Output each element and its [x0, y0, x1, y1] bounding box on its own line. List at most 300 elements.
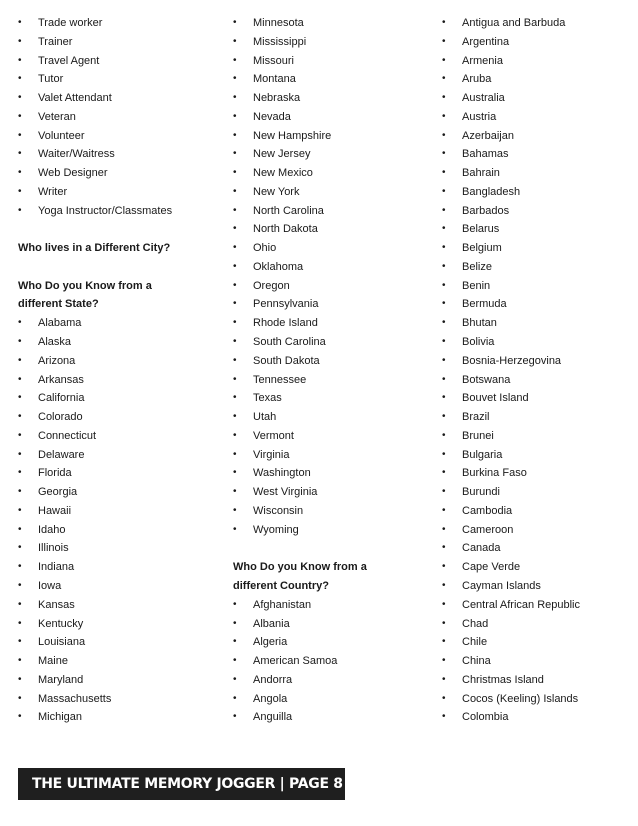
bullet-icon: • [18, 467, 22, 479]
list-item-label: Belgium [462, 242, 502, 255]
list-item [442, 202, 632, 221]
bullet-icon: • [442, 542, 446, 554]
list-item-label: Afghanistan [253, 598, 312, 611]
bullet-icon: • [18, 523, 22, 535]
bullet-icon: • [442, 54, 446, 66]
list-item [442, 633, 632, 652]
list-item [233, 708, 428, 727]
list-item-label: Massachusetts [38, 692, 112, 705]
bullet-icon: • [233, 448, 237, 460]
spacer [233, 539, 428, 558]
list-item-label: Waiter/Waitress [38, 148, 115, 161]
list-item-label: Austria [462, 110, 497, 123]
bullet-icon: • [442, 636, 446, 648]
list-item-label: New York [253, 185, 300, 198]
bullet-icon: • [442, 354, 446, 366]
list-item-label: Chad [462, 617, 489, 630]
list-item-label: Cambodia [462, 504, 513, 517]
list-item-label: Central African Republic [462, 598, 581, 611]
bullet-icon: • [18, 17, 22, 28]
list-item-label: Hawaii [38, 504, 72, 517]
spacer [18, 220, 218, 239]
bullet-icon: • [233, 467, 237, 479]
list-item-label: Travel Agent [38, 54, 100, 67]
bullet-icon: • [18, 711, 22, 723]
list-item-label: Australia [462, 92, 505, 105]
list-item [18, 558, 218, 577]
list-item [442, 596, 632, 615]
list-item [18, 371, 218, 390]
list-item-label: Web Designer [38, 167, 108, 180]
list-item-label: Bahrain [462, 167, 500, 180]
list-item-label: Minnesota [253, 17, 304, 29]
list-item-label: Nebraska [253, 92, 301, 105]
list-item-label: North Carolina [253, 204, 324, 217]
list-item [18, 483, 218, 502]
list-item [442, 464, 632, 483]
bullet-icon: • [442, 110, 446, 122]
list-item [442, 145, 632, 164]
list-item-label: Tennessee [253, 373, 307, 386]
bullet-icon: • [442, 92, 446, 104]
list-item-label: Illinois [38, 542, 69, 555]
list-item [442, 521, 632, 540]
bullet-icon: • [442, 523, 446, 535]
bullet-icon: • [18, 185, 22, 197]
bullet-icon: • [233, 298, 237, 310]
bullet-icon: • [442, 298, 446, 310]
list-item-label: Belize [462, 260, 492, 273]
bullet-icon: • [18, 92, 22, 104]
list-item-label: Chile [462, 636, 488, 649]
page-footer: THE ULTIMATE MEMORY JOGGER | PAGE 8 [18, 768, 345, 800]
list-item-label: Bahamas [462, 148, 509, 161]
list-item-label: Albania [253, 617, 290, 630]
bullet-icon: • [18, 692, 22, 704]
list-item-label: Bulgaria [462, 448, 503, 461]
state-list [233, 14, 428, 539]
list-item-label: Bermuda [462, 298, 507, 311]
bullet-icon: • [233, 673, 237, 685]
list-item [442, 108, 632, 127]
list-item [442, 502, 632, 521]
bullet-icon: • [233, 185, 237, 197]
list-item [442, 220, 632, 239]
bullet-icon: • [442, 167, 446, 179]
list-item [233, 295, 428, 314]
list-item [442, 408, 632, 427]
list-item-label: Arizona [38, 354, 76, 367]
bullet-icon: • [233, 692, 237, 704]
bullet-icon: • [442, 467, 446, 479]
list-item [233, 89, 428, 108]
bullet-icon: • [442, 561, 446, 573]
list-item-label: Wyoming [253, 523, 299, 536]
bullet-icon: • [18, 167, 22, 179]
list-item [18, 145, 218, 164]
list-item [233, 239, 428, 258]
list-item-label: West Virginia [253, 486, 318, 499]
list-item [233, 690, 428, 709]
list-item-label: China [462, 655, 491, 668]
list-item-label: South Carolina [253, 336, 326, 349]
bullet-icon: • [18, 54, 22, 66]
list-item-label: Valet Attendant [38, 92, 112, 105]
list-item [233, 220, 428, 239]
list-item [233, 633, 428, 652]
list-item [233, 427, 428, 446]
list-item [233, 521, 428, 540]
column-2 [233, 14, 428, 727]
list-item-label: Louisiana [38, 636, 86, 649]
bullet-icon: • [233, 336, 237, 348]
list-item [442, 558, 632, 577]
bullet-icon: • [233, 523, 237, 535]
list-item [233, 277, 428, 296]
list-item-label: Indiana [38, 561, 75, 574]
bullet-icon: • [233, 129, 237, 141]
bullet-icon: • [442, 317, 446, 329]
bullet-icon: • [233, 504, 237, 516]
list-item-label: Burkina Faso [462, 467, 527, 480]
list-item-label: Oregon [253, 279, 290, 292]
country-list [442, 14, 632, 727]
list-item [233, 464, 428, 483]
list-item [233, 389, 428, 408]
list-item [233, 352, 428, 371]
bullet-icon: • [442, 617, 446, 629]
bullet-icon: • [18, 429, 22, 441]
list-item-label: Christmas Island [462, 673, 544, 686]
bullet-icon: • [18, 129, 22, 141]
list-item-label: Maryland [38, 673, 84, 686]
list-item-label: Mississippi [253, 35, 307, 48]
list-item [18, 164, 218, 183]
list-item-label: Brunei [462, 429, 494, 442]
bullet-icon: • [233, 279, 237, 291]
list-item [233, 164, 428, 183]
country-list [233, 596, 428, 727]
list-item [233, 108, 428, 127]
bullet-icon: • [442, 148, 446, 160]
list-item-label: Argentina [462, 35, 510, 48]
bullet-icon: • [442, 279, 446, 291]
list-item-label: Michigan [38, 711, 83, 724]
list-item-label: Anguilla [253, 711, 293, 724]
list-item-label: Alabama [38, 317, 82, 330]
bullet-icon: • [442, 204, 446, 216]
list-item [233, 314, 428, 333]
list-item-label: Connecticut [38, 429, 97, 442]
list-item-label: Missouri [253, 54, 294, 67]
bullet-icon: • [442, 223, 446, 235]
bullet-icon: • [233, 317, 237, 329]
list-item-label: Virginia [253, 448, 290, 461]
list-item-label: Veteran [38, 110, 76, 123]
bullet-icon: • [18, 504, 22, 516]
list-item [442, 371, 632, 390]
bullet-icon: • [442, 242, 446, 254]
list-item-label: South Dakota [253, 354, 320, 367]
list-item-label: Trainer [38, 35, 73, 48]
bullet-icon: • [18, 636, 22, 648]
list-item-label: Montana [253, 73, 296, 86]
list-item [442, 446, 632, 465]
list-item-label: Cameroon [462, 523, 514, 536]
bullet-icon: • [18, 542, 22, 554]
list-item [18, 314, 218, 333]
list-item [442, 389, 632, 408]
bullet-icon: • [18, 354, 22, 366]
bullet-icon: • [442, 504, 446, 516]
list-item [18, 108, 218, 127]
bullet-icon: • [233, 204, 237, 216]
bullet-icon: • [442, 486, 446, 498]
list-item-label: Rhode Island [253, 317, 318, 330]
list-item-label: Georgia [38, 486, 78, 499]
list-item [233, 615, 428, 634]
list-item [442, 615, 632, 634]
list-item-label: Colombia [462, 711, 509, 724]
heading-different-state-line2: different State? [18, 298, 99, 311]
list-item [233, 52, 428, 71]
bullet-icon: • [233, 73, 237, 85]
list-item [18, 464, 218, 483]
list-item [18, 427, 218, 446]
bullet-icon: • [233, 17, 237, 28]
list-item [442, 539, 632, 558]
bullet-icon: • [233, 354, 237, 366]
list-item-label: Cocos (Keeling) Islands [462, 692, 579, 705]
list-item-label: Algeria [253, 636, 288, 649]
bullet-icon: • [233, 392, 237, 404]
list-item [18, 690, 218, 709]
list-item [18, 352, 218, 371]
list-item [18, 615, 218, 634]
list-item-label: Bolivia [462, 336, 495, 349]
list-item-label: New Mexico [253, 167, 313, 180]
list-item-label: Canada [462, 542, 501, 555]
list-item [442, 427, 632, 446]
list-item [18, 33, 218, 52]
list-item [233, 502, 428, 521]
list-item [18, 52, 218, 71]
list-item [233, 371, 428, 390]
bullet-icon: • [442, 579, 446, 591]
list-item-label: Iowa [38, 579, 62, 592]
list-item [442, 352, 632, 371]
list-item [233, 652, 428, 671]
list-item [442, 708, 632, 727]
list-item-label: Kentucky [38, 617, 84, 630]
list-item-label: Trade worker [38, 17, 103, 29]
list-item [233, 596, 428, 615]
list-item-label: Tutor [38, 73, 64, 86]
list-item-label: Delaware [38, 448, 85, 461]
list-item [18, 14, 218, 33]
bullet-icon: • [18, 73, 22, 85]
list-item-label: Azerbaijan [462, 129, 514, 142]
bullet-icon: • [18, 448, 22, 460]
bullet-icon: • [442, 598, 446, 610]
bullet-icon: • [233, 655, 237, 667]
bullet-icon: • [18, 392, 22, 404]
bullet-icon: • [233, 242, 237, 254]
bullet-icon: • [18, 317, 22, 329]
list-item-label: Vermont [253, 429, 294, 442]
list-item-label: Arkansas [38, 373, 84, 386]
bullet-icon: • [233, 617, 237, 629]
list-item [18, 89, 218, 108]
list-item [18, 408, 218, 427]
bullet-icon: • [18, 655, 22, 667]
list-item-label: New Hampshire [253, 129, 332, 142]
list-item-label: Pennsylvania [253, 298, 319, 311]
bullet-icon: • [442, 448, 446, 460]
bullet-icon: • [233, 373, 237, 385]
list-item [233, 408, 428, 427]
list-item [442, 577, 632, 596]
list-item-label: Bouvet Island [462, 392, 529, 405]
bullet-icon: • [233, 711, 237, 723]
list-item-label: North Dakota [253, 223, 318, 236]
bullet-icon: • [233, 260, 237, 272]
list-item [442, 483, 632, 502]
list-item [442, 183, 632, 202]
bullet-icon: • [233, 411, 237, 423]
list-item-label: Antigua and Barbuda [462, 17, 566, 29]
list-item [442, 14, 632, 33]
list-item-label: Benin [462, 279, 491, 292]
list-item-label: Oklahoma [253, 260, 304, 273]
list-item [18, 183, 218, 202]
list-item-label: Writer [38, 185, 68, 198]
bullet-icon: • [233, 148, 237, 160]
list-item [442, 652, 632, 671]
list-item-label: California [38, 392, 85, 405]
bullet-icon: • [18, 204, 22, 216]
column-1 [18, 14, 218, 727]
list-item [442, 33, 632, 52]
bullet-icon: • [18, 579, 22, 591]
spacer [18, 258, 218, 277]
list-item-label: Barbados [462, 204, 510, 217]
bullet-icon: • [442, 17, 446, 28]
list-item-label: Colorado [38, 411, 83, 424]
bullet-icon: • [233, 486, 237, 498]
heading-different-country-line1: Who Do you Know from a [233, 561, 367, 574]
list-item [233, 14, 428, 33]
list-item-label: Cape Verde [462, 561, 521, 574]
bullet-icon: • [18, 110, 22, 122]
bullet-icon: • [442, 711, 446, 723]
bullet-icon: • [442, 411, 446, 423]
list-item-label: Volunteer [38, 129, 85, 142]
bullet-icon: • [442, 429, 446, 441]
list-item [442, 295, 632, 314]
list-item-label: New Jersey [253, 148, 311, 161]
list-item-label: Nevada [253, 110, 291, 123]
list-item [233, 33, 428, 52]
bullet-icon: • [18, 673, 22, 685]
list-item-label: Alaska [38, 336, 72, 349]
list-item [18, 70, 218, 89]
list-item [233, 145, 428, 164]
bullet-icon: • [442, 336, 446, 348]
bullet-icon: • [442, 35, 446, 47]
list-item-label: Wisconsin [253, 504, 304, 517]
bullet-icon: • [233, 223, 237, 235]
list-item-label: Idaho [38, 523, 66, 536]
bullet-icon: • [233, 35, 237, 47]
list-item-label: Bhutan [462, 317, 497, 330]
list-item-label: Texas [253, 392, 282, 405]
heading-different-state-line1: Who Do you Know from a [18, 279, 152, 292]
list-item [18, 633, 218, 652]
list-item [233, 671, 428, 690]
list-item [233, 333, 428, 352]
list-item [442, 127, 632, 146]
list-item [18, 521, 218, 540]
list-item [233, 127, 428, 146]
list-item [442, 690, 632, 709]
list-item [18, 389, 218, 408]
bullet-icon: • [442, 73, 446, 85]
list-item-label: Aruba [462, 73, 492, 86]
list-item-label: Maine [38, 655, 68, 668]
bullet-icon: • [442, 673, 446, 685]
list-item-label: Kansas [38, 598, 75, 611]
list-item-label: Ohio [253, 242, 277, 255]
list-item-label: American Samoa [253, 655, 338, 668]
list-item-label: Washington [253, 467, 311, 480]
list-item-label: Brazil [462, 411, 490, 424]
bullet-icon: • [233, 429, 237, 441]
list-item-label: Utah [253, 411, 277, 424]
bullet-icon: • [233, 92, 237, 104]
list-item [442, 671, 632, 690]
list-item [233, 483, 428, 502]
bullet-icon: • [18, 336, 22, 348]
list-item [442, 70, 632, 89]
list-item [18, 333, 218, 352]
list-item [18, 577, 218, 596]
list-item [442, 239, 632, 258]
bullet-icon: • [18, 486, 22, 498]
occupation-list [18, 14, 218, 220]
list-item-label: Florida [38, 467, 72, 480]
list-item [18, 502, 218, 521]
bullet-icon: • [233, 167, 237, 179]
bullet-icon: • [233, 54, 237, 66]
list-item [18, 596, 218, 615]
column-3 [442, 14, 632, 727]
heading-different-country-line2: different Country? [233, 579, 329, 592]
list-item [233, 258, 428, 277]
bullet-icon: • [442, 373, 446, 385]
list-item-label: Burundi [462, 486, 500, 499]
list-item-label: Bosnia-Herzegovina [462, 354, 562, 367]
bullet-icon: • [18, 373, 22, 385]
list-item [233, 183, 428, 202]
list-item [18, 652, 218, 671]
list-item-label: Bangladesh [462, 185, 521, 198]
list-item [18, 446, 218, 465]
bullet-icon: • [18, 617, 22, 629]
list-item [18, 127, 218, 146]
list-item [18, 671, 218, 690]
list-item [18, 708, 218, 727]
